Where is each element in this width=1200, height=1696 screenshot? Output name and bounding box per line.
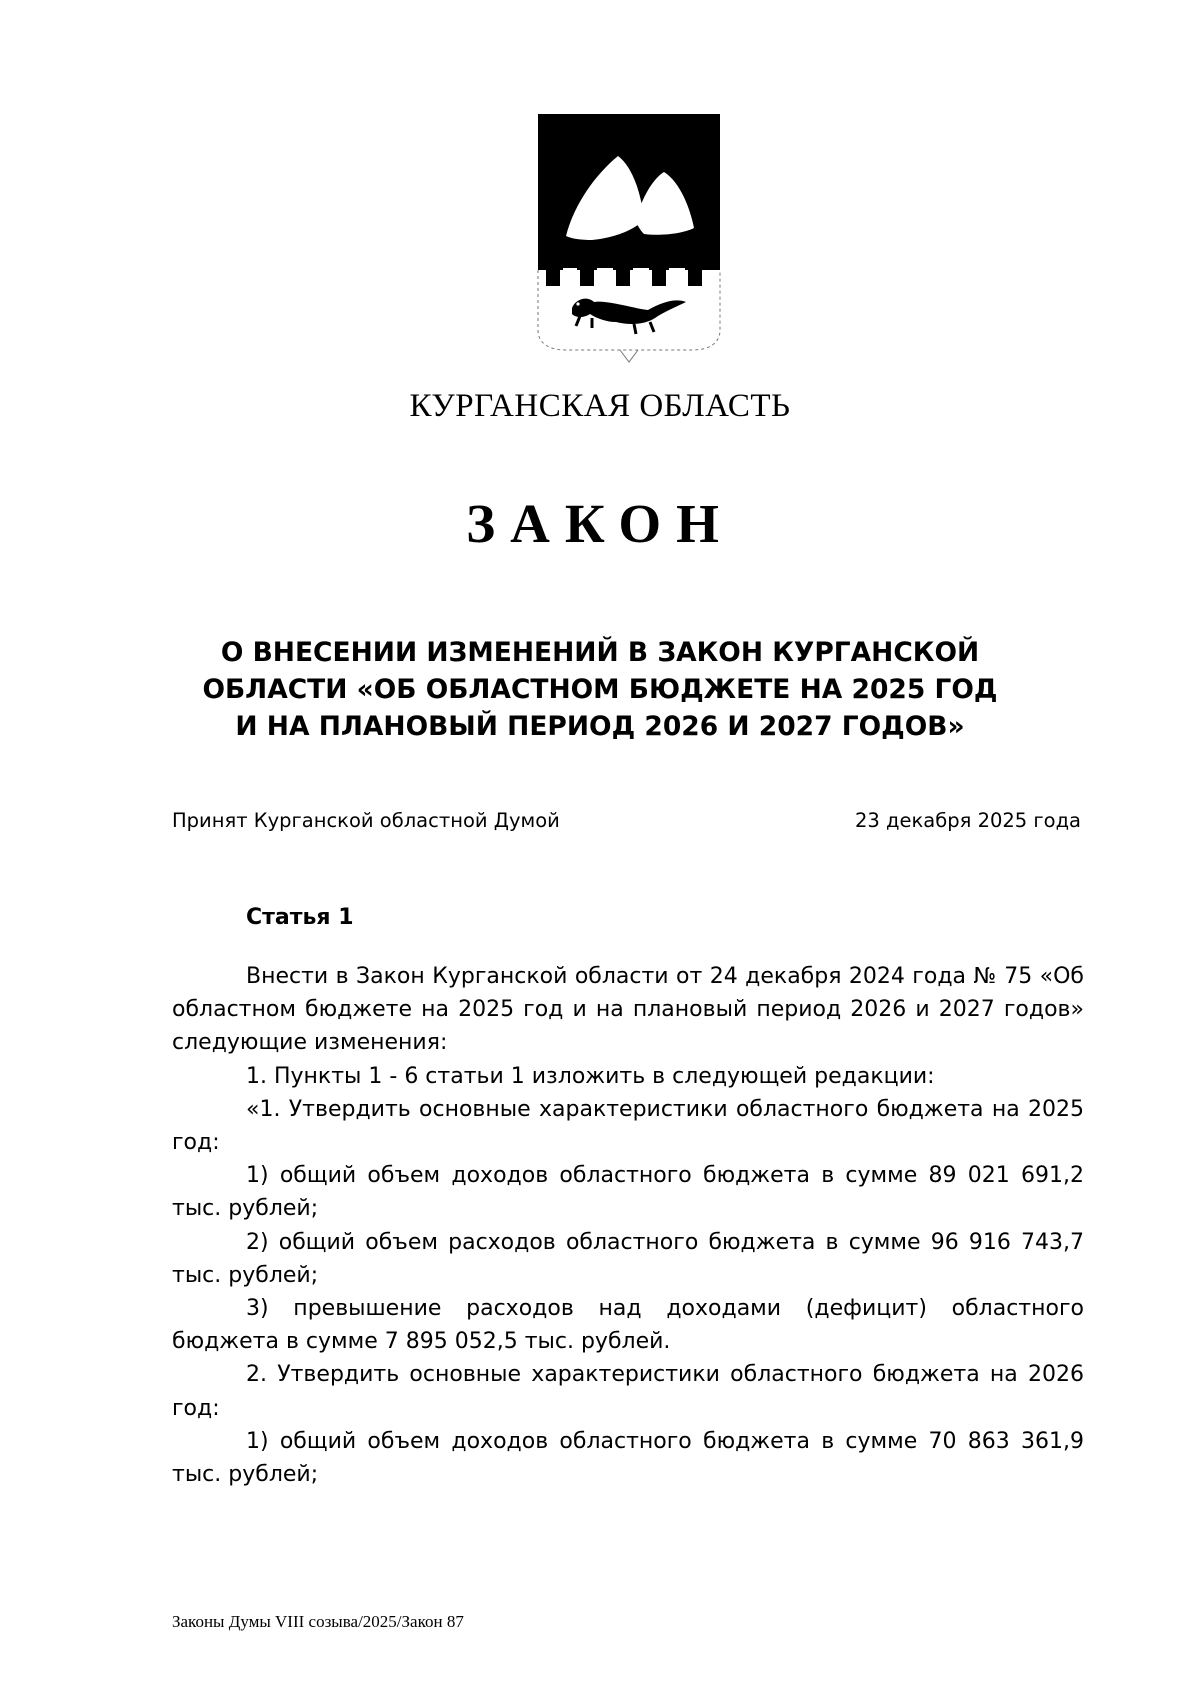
paragraph: 3) превышение расходов над доходами (дефицит) областного бюджета в сумме 7 895 052,5 тыс. рублей. — [172, 1296, 1084, 1355]
paragraph: 1) общий объем доходов областного бюджета в сумме 70 863 361,9 тыс. рублей; — [172, 1428, 1084, 1488]
adoption-date: 23 декабря 2025 года — [855, 809, 1081, 832]
subject-line: И НА ПЛАНОВЫЙ ПЕРИОД 2026 И 2027 ГОДОВ» — [235, 711, 965, 742]
paragraph: Внести в Закон Курганской области от 24 декабря 2024 года № 75 «Об областном бюджете на 2025 год и на плановый период 2026 и 2027 годов» следующие изменения: — [172, 964, 1084, 1056]
coat-of-arms-icon — [536, 112, 722, 364]
paragraph: 1) общий объем доходов областного бюджета в сумме 89 021 691,2 тыс. рублей; — [172, 1163, 1084, 1222]
paragraph: 1. Пункты 1 - 6 статьи 1 изложить в следующей редакции: — [246, 1063, 935, 1089]
subject-line: ОБЛАСТИ «ОБ ОБЛАСТНОМ БЮДЖЕТЕ НА 2025 ГОД — [202, 674, 998, 705]
law-subject-title — [160, 634, 1040, 745]
adoption-info — [172, 806, 1081, 836]
article-heading: Статья 1 — [246, 905, 354, 930]
document-type-title: ЗАКОН — [466, 493, 734, 554]
subject-line: О ВНЕСЕНИИ ИЗМЕНЕНИЙ В ЗАКОН КУРГАНСКОЙ — [220, 637, 980, 668]
paragraph: 2. Утвердить основные характеристики областного бюджета на 2026 год: — [172, 1362, 1084, 1421]
paragraph: «1. Утвердить основные характеристики областного бюджета на 2025 год: — [172, 1096, 1084, 1156]
region-name: КУРГАНСКАЯ ОБЛАСТЬ — [409, 388, 791, 424]
paragraph: 2) общий объем расходов областного бюджета в сумме 96 916 743,7 тыс. рублей; — [172, 1229, 1084, 1288]
document-footer: Законы Думы VIII созыва/2025/Закон 87 — [172, 1612, 464, 1631]
article-body — [172, 960, 1084, 1491]
adopted-by: Принят Курганской областной Думой — [172, 809, 560, 832]
